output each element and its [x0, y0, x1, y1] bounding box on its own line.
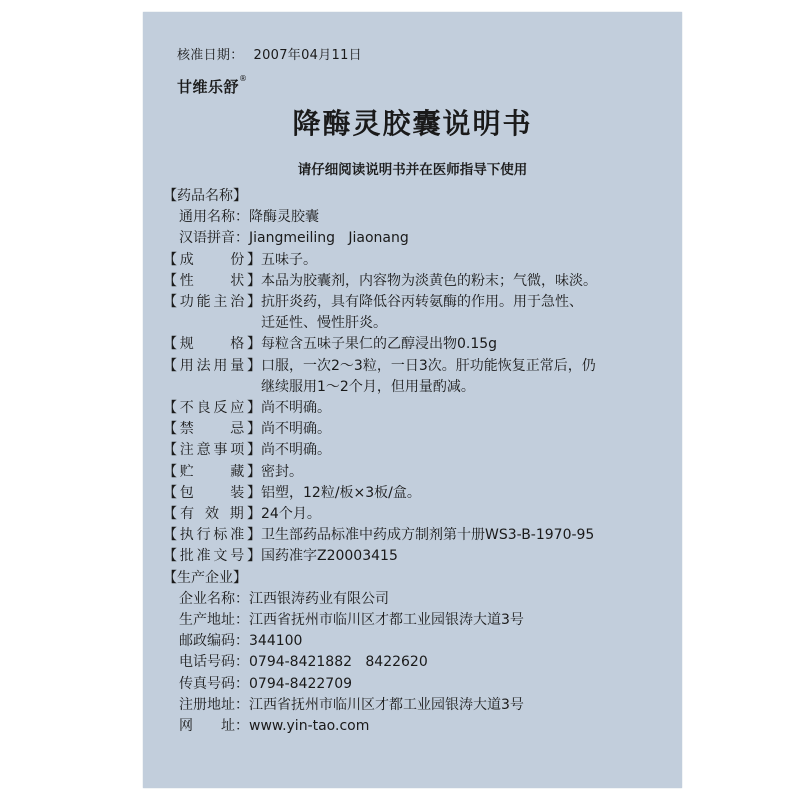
section-label: 【生产企业】: [163, 569, 247, 586]
field-value: 0794-8422709: [249, 675, 353, 692]
field-value: Jiangmeiling Jiaonang: [249, 230, 409, 247]
field-value: 344100: [249, 633, 303, 650]
brand-text: 甘维乐舒: [177, 78, 240, 96]
section-label: 【药品名称】: [163, 188, 247, 204]
field-label: 邮政编码：: [179, 633, 249, 650]
document-subtitle: 请仔细阅读说明书并在医师指导下使用: [297, 162, 528, 178]
section-value: 本品为胶囊剂，内容物为淡黄色的粉末；气微，味淡。: [261, 272, 597, 289]
leaflet-body: [163, 186, 673, 737]
section-description: [163, 271, 673, 292]
section-value: 迁延性、慢性肝炎。: [261, 315, 387, 332]
section-packaging: [163, 483, 673, 504]
section-drug-name: [163, 186, 673, 207]
section-value: 24个月。: [261, 506, 321, 523]
field-label: 传真号码：: [179, 675, 249, 692]
field-label: 汉语拼音：: [179, 230, 249, 247]
registered-mark: ®: [239, 74, 248, 83]
section-value: 铝塑，12粒/板×3板/盒。: [261, 484, 421, 501]
field-postcode: [163, 631, 673, 652]
field-website: [163, 716, 673, 737]
section-label: 【成 份】: [163, 251, 261, 268]
section-approval-number: [163, 546, 673, 567]
section-value: 尚不明确。: [261, 442, 331, 459]
section-label: 【包 装】: [163, 484, 261, 501]
approval-date-label: 核准日期：: [177, 48, 244, 63]
section-adverse: [163, 398, 673, 419]
field-pinyin: [163, 228, 673, 249]
field-value: 降酶灵胶囊: [249, 209, 319, 226]
field-production-address: [163, 610, 673, 631]
section-label: 【性 状】: [163, 272, 261, 289]
section-manufacturer: [163, 568, 673, 589]
section-label: 【不良反应】: [163, 400, 261, 417]
section-label: 【有 效 期】: [163, 506, 261, 523]
section-contraindications: [163, 419, 673, 440]
leaflet-sheet: [143, 12, 682, 788]
section-label: 【贮 藏】: [163, 463, 261, 480]
section-value: 抗肝炎药，具有降低谷丙转氨酶的作用。用于急性、: [261, 294, 583, 311]
field-label: 通用名称：: [179, 209, 249, 226]
field-label: 生产地址：: [179, 612, 249, 629]
field-value: 江西银涛药业有限公司: [249, 590, 389, 607]
field-phone: [163, 652, 673, 673]
section-label: 【批准文号】: [163, 548, 261, 565]
section-value: 尚不明确。: [261, 421, 331, 438]
section-value: 口服，一次2～3粒，一日3次。肝功能恢复正常后，仍: [261, 357, 596, 374]
approval-date: [177, 44, 362, 63]
section-specification: [163, 334, 673, 355]
field-value: 0794-8421882 8422620: [249, 654, 428, 671]
section-indications-cont: [163, 313, 673, 334]
field-generic-name: [163, 207, 673, 228]
section-dosage: [163, 356, 673, 377]
section-label: 【执行标准】: [163, 527, 261, 544]
website-link[interactable]: www.yin-tao.com: [249, 718, 370, 735]
section-value: 五味子。: [261, 251, 317, 268]
section-value: 国药准字Z20003415: [261, 548, 398, 565]
section-label: 【用法用量】: [163, 357, 261, 374]
field-label: 企业名称：: [179, 590, 249, 607]
section-label: 【注意事项】: [163, 442, 261, 459]
section-storage: [163, 462, 673, 483]
section-ingredients: [163, 250, 673, 271]
section-indications: [163, 292, 673, 313]
section-value: 继续服用1～2个月，但用量酌减。: [261, 378, 475, 395]
field-value: 江西省抚州市临川区才都工业园银涛大道3号: [249, 612, 524, 629]
field-label: 电话号码：: [179, 654, 249, 671]
field-value: 江西省抚州市临川区才都工业园银涛大道3号: [249, 696, 524, 713]
document-title: 降酶灵胶囊说明书: [292, 107, 533, 140]
brand-name: [177, 76, 248, 97]
section-label: 【规 格】: [163, 336, 261, 353]
section-dosage-cont: [163, 377, 673, 398]
field-registered-address: [163, 695, 673, 716]
field-label: 网 址：: [179, 718, 249, 735]
field-fax: [163, 674, 673, 695]
section-value: 尚不明确。: [261, 400, 331, 417]
section-label: 【功能主治】: [163, 294, 261, 311]
section-validity: [163, 504, 673, 525]
section-value: 每粒含五味子果仁的乙醇浸出物0.15g: [261, 336, 498, 353]
section-standard: [163, 525, 673, 546]
section-precautions: [163, 440, 673, 461]
section-value: 卫生部药品标准中药成方制剂第十册WS3-B-1970-95: [261, 527, 595, 544]
field-label: 注册地址：: [179, 696, 249, 713]
section-value: 密封。: [261, 463, 303, 480]
section-label: 【禁 忌】: [163, 421, 261, 438]
approval-date-value: 2007年04月11日: [253, 48, 362, 63]
field-company-name: [163, 589, 673, 610]
